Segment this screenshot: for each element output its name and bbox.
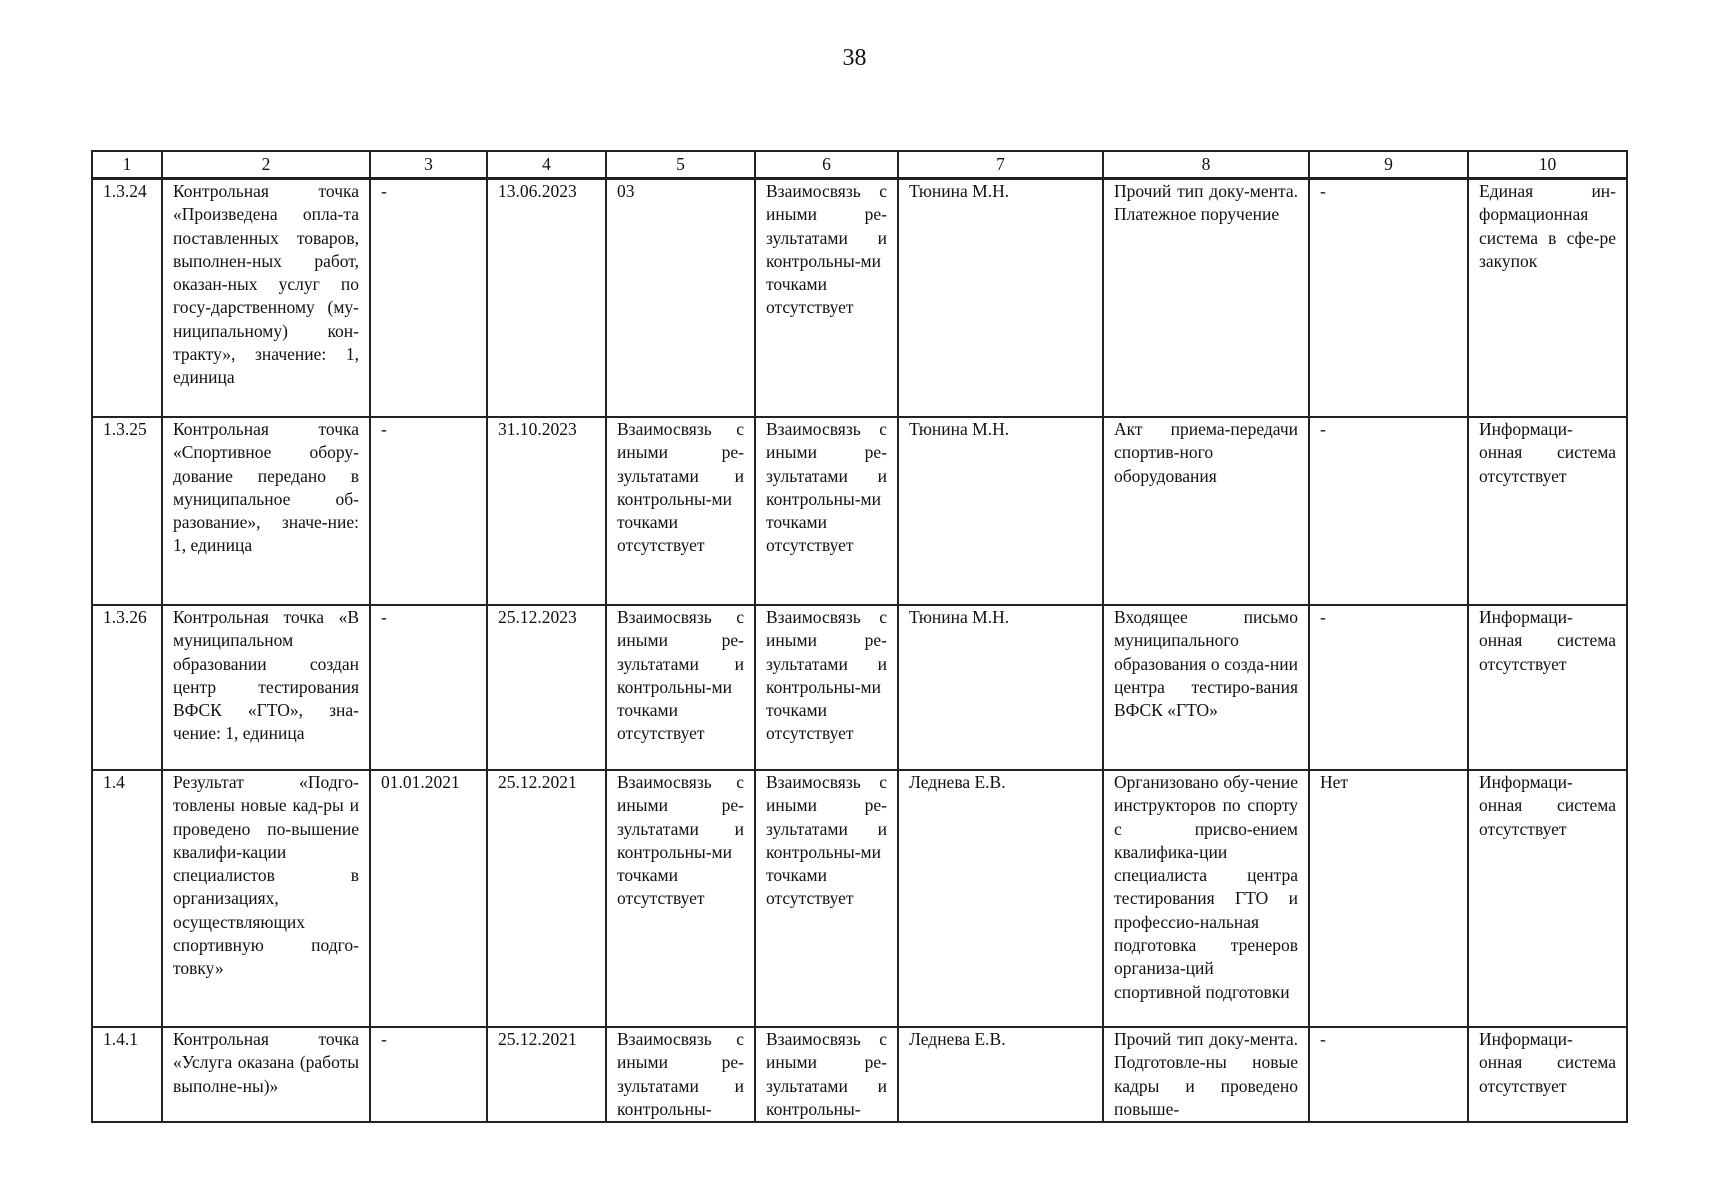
row-info-system: Единая ин-формационная система в сфе-ре закупок (1468, 179, 1627, 418)
row-end-date: 25.12.2023 (487, 605, 606, 770)
row-info-system: Информаци-онная система отсутствует (1468, 605, 1627, 770)
table-row (92, 417, 1627, 605)
row-document-type: Прочий тип доку-мента. Подготовле-ны новые кадры и проведено повыше- (1103, 1027, 1309, 1122)
row-end-date: 25.12.2021 (487, 770, 606, 1027)
row-description: Контрольная точка «Спортивное обору-дование передано в муниципальное об-разование», значе-ние: 1, единица (162, 417, 370, 605)
row-number: 1.3.24 (92, 179, 162, 418)
row-description: Контрольная точка «Услуга оказана (работы выполне-ны)» (162, 1027, 370, 1122)
row-end-date: 31.10.2023 (487, 417, 606, 605)
row-successor: Взаимосвязь с иными ре-зультатами и контрольны-ми точками отсутствует (755, 605, 898, 770)
row-description: Результат «Подго-товлены новые кад-ры и проведено по-вышение квалифи-кации специалистов в организациях, осуществляющих спортивную подго-товку» (162, 770, 370, 1027)
row-start-date: - (370, 179, 487, 418)
column-header: 2 (162, 151, 370, 179)
row-successor: Взаимосвязь с иными ре-зультатами и контрольны-ми точками отсутствует (755, 417, 898, 605)
column-header: 1 (92, 151, 162, 179)
row-responsible: Тюнина М.Н. (898, 417, 1103, 605)
row-number: 1.4 (92, 770, 162, 1027)
row-responsible: Тюнина М.Н. (898, 605, 1103, 770)
row-predecessor: Взаимосвязь с иными ре-зультатами и контрольны-ми точками отсутствует (606, 417, 755, 605)
column-header: 4 (487, 151, 606, 179)
column-header: 6 (755, 151, 898, 179)
row-responsible: Леднева Е.В. (898, 770, 1103, 1027)
column-header: 7 (898, 151, 1103, 179)
row-successor: Взаимосвязь с иными ре-зультатами и контрольны- (755, 1027, 898, 1122)
row-document-type: Организовано обу-чение инструкторов по спорту с присво-ением квалифика-ции специалиста центра тестирования ГТО и профессио-нальная подготовка тренеров организа-ций спортивной подготовки (1103, 770, 1309, 1027)
column-header: 5 (606, 151, 755, 179)
row-number: 1.4.1 (92, 1027, 162, 1122)
row-responsible: Леднева Е.В. (898, 1027, 1103, 1122)
row-start-date: 01.01.2021 (370, 770, 487, 1027)
row-predecessor: Взаимосвязь с иными ре-зультатами и контрольны- (606, 1027, 755, 1122)
row-info-system: Информаци-онная система отсутствует (1468, 417, 1627, 605)
row-flag: - (1309, 179, 1468, 418)
row-end-date: 13.06.2023 (487, 179, 606, 418)
row-number: 1.3.25 (92, 417, 162, 605)
row-start-date: - (370, 1027, 487, 1122)
row-predecessor: Взаимосвязь с иными ре-зультатами и контрольны-ми точками отсутствует (606, 770, 755, 1027)
column-header: 9 (1309, 151, 1468, 179)
table-row (92, 1027, 1627, 1122)
row-number: 1.3.26 (92, 605, 162, 770)
column-header: 3 (370, 151, 487, 179)
row-start-date: - (370, 605, 487, 770)
row-start-date: - (370, 417, 487, 605)
row-info-system: Информаци-онная система отсутствует (1468, 1027, 1627, 1122)
table-header-row (92, 151, 1627, 179)
page-number: 38 (842, 45, 867, 71)
table-row (92, 179, 1627, 418)
row-predecessor: Взаимосвязь с иными ре-зультатами и контрольны-ми точками отсутствует (606, 605, 755, 770)
row-flag: Нет (1309, 770, 1468, 1027)
row-document-type: Прочий тип доку-мента. Платежное поручение (1103, 179, 1309, 418)
row-description: Контрольная точка «В муниципальном образовании создан центр тестирования ВФСК «ГТО», зна-чение: 1, единица (162, 605, 370, 770)
row-info-system: Информаци-онная система отсутствует (1468, 770, 1627, 1027)
row-predecessor: 03 (606, 179, 755, 418)
control-points-table (91, 150, 1628, 1123)
row-flag: - (1309, 605, 1468, 770)
row-description: Контрольная точка «Произведена опла-та поставленных товаров, выполнен-ных работ, оказан-ных услуг по госу-дарственному (му-ниципальному) кон-тракту», значение: 1, единица (162, 179, 370, 418)
row-document-type: Входящее письмо муниципального образования о созда-нии центра тестиро-вания ВФСК «ГТО» (1103, 605, 1309, 770)
row-document-type: Акт приема-передачи спортив-ного оборудования (1103, 417, 1309, 605)
table-row (92, 605, 1627, 770)
row-successor: Взаимосвязь с иными ре-зультатами и контрольны-ми точками отсутствует (755, 770, 898, 1027)
row-successor: Взаимосвязь с иными ре-зультатами и контрольны-ми точками отсутствует (755, 179, 898, 418)
row-end-date: 25.12.2021 (487, 1027, 606, 1122)
table-row (92, 770, 1627, 1027)
row-responsible: Тюнина М.Н. (898, 179, 1103, 418)
column-header: 8 (1103, 151, 1309, 179)
column-header: 10 (1468, 151, 1627, 179)
row-flag: - (1309, 1027, 1468, 1122)
row-flag: - (1309, 417, 1468, 605)
